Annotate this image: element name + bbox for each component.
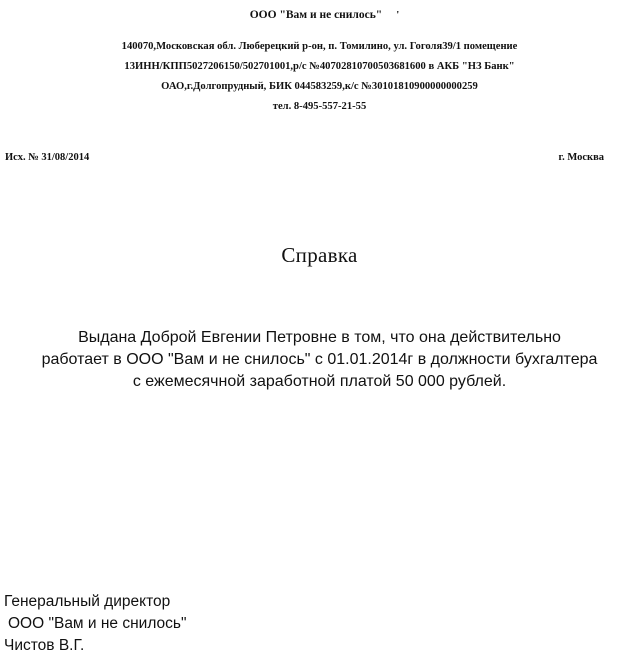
city: г. Москва bbox=[558, 152, 604, 163]
outgoing-number: Исх. № 31/08/2014 bbox=[5, 152, 90, 163]
body-line-3: с ежемесячной заработной платой 50 000 рублей. bbox=[132, 373, 507, 390]
body-line-1: Выдана Доброй Евгении Петровне в том, что она действительно bbox=[78, 329, 561, 346]
signer-company: ООО "Вам и не снилось" bbox=[8, 615, 187, 632]
document-title: Справка bbox=[281, 243, 358, 267]
company-requisites bbox=[0, 37, 639, 117]
certificate-body bbox=[0, 327, 639, 393]
requisites-bik: ОАО,г.Долгопрудный, БИК 044583259,к/с №30101810900000000259 bbox=[161, 81, 478, 92]
requisites-phone: тел. 8-495-557-21-55 bbox=[272, 101, 367, 112]
requisites-bank-account: 13ИНН/КПП5027206150/502701001,р/с №40702810700503681600 в АКБ "НЗ Банк" bbox=[124, 61, 515, 72]
signer-name: Чистов В.Г. bbox=[4, 637, 85, 654]
signer-position: Генеральный директор bbox=[4, 593, 171, 610]
company-name: ООО "Вам и не снилось" bbox=[249, 9, 383, 21]
body-line-2: работает в ООО "Вам и не снилось" с 01.01.2014г в должности бухгалтера bbox=[41, 351, 598, 368]
letterhead bbox=[0, 8, 639, 117]
stray-mark: ' bbox=[396, 9, 400, 21]
company-name-line bbox=[0, 8, 639, 22]
signature-block bbox=[4, 591, 187, 657]
requisites-address: 140070,Московская обл. Люберецкий р-он, п. Томилино, ул. Гоголя39/1 помещение bbox=[121, 41, 518, 52]
